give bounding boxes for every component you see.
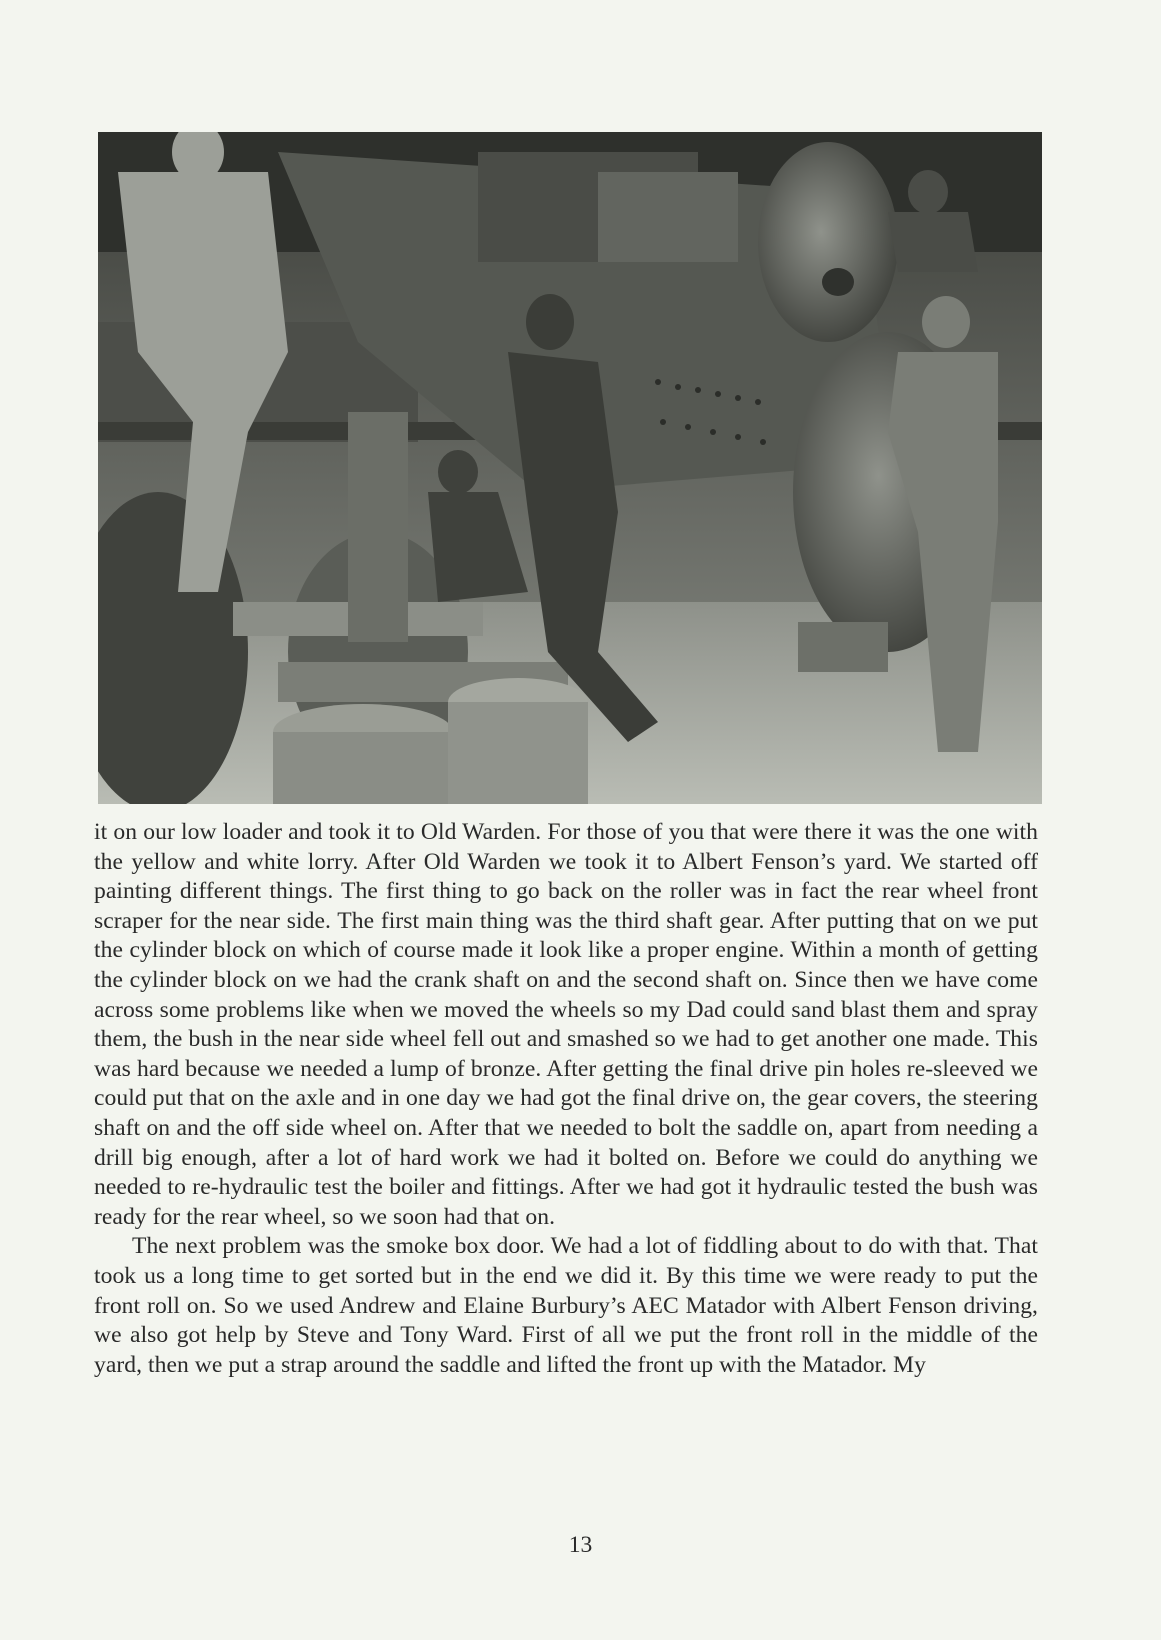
page-number: 13	[568, 1532, 593, 1558]
paragraph-2: The next problem was the smoke box door. We had a lot of fiddling about to do with that. That took us a long time to get sorted but in the end we did it. By this time we were ready to put the front roll on. So we used Andrew and Elaine Burbury’s AEC Matador with Albert Fenson driving, we also got help by Steve and Tony Ward. First of all we put the front roll in the middle of the yard, then we put a strap around the saddle and lifted the front up with the Matador. My	[94, 1233, 1038, 1378]
paragraph-1: it on our low loader and took it to Old Warden. For those of you that were there it was the one with the yellow and white lorry. After Old Warden we took it to Albert Fenson’s yard. We started off painting different things. The first thing to go back on the roller was in fact the rear wheel front scraper for the near side. The first main thing was the third shaft gear. After putting that on we put the cylinder block on which of course made it look like a proper engine. Within a month of getting the cylinder block on we had the crank shaft on and the second shaft on. Since then we have come across some problems like when we moved the wheels so my Dad could sand blast them and spray them, the bush in the near side wheel fell out and smashed so we had to get another one made. This was hard because we needed a lump of bronze. After getting the final drive pin holes re-sleeved we could put that on the axle and in one day we had got the final drive on, the gear covers, the steering shaft on and the off side wheel on. After that we needed to bolt the saddle on, apart from needing a drill big enough, after a lot of hard work we had it bolted on. Before we could do anything we needed to re-hydraulic test the boiler and fittings. After we had got it hydraulic tested the bush was ready for the rear wheel, so we soon had that on.	[94, 819, 1038, 1230]
photo-illustration	[98, 132, 1042, 804]
engine-restoration-photo	[98, 132, 1042, 804]
body-text	[94, 818, 1038, 1380]
